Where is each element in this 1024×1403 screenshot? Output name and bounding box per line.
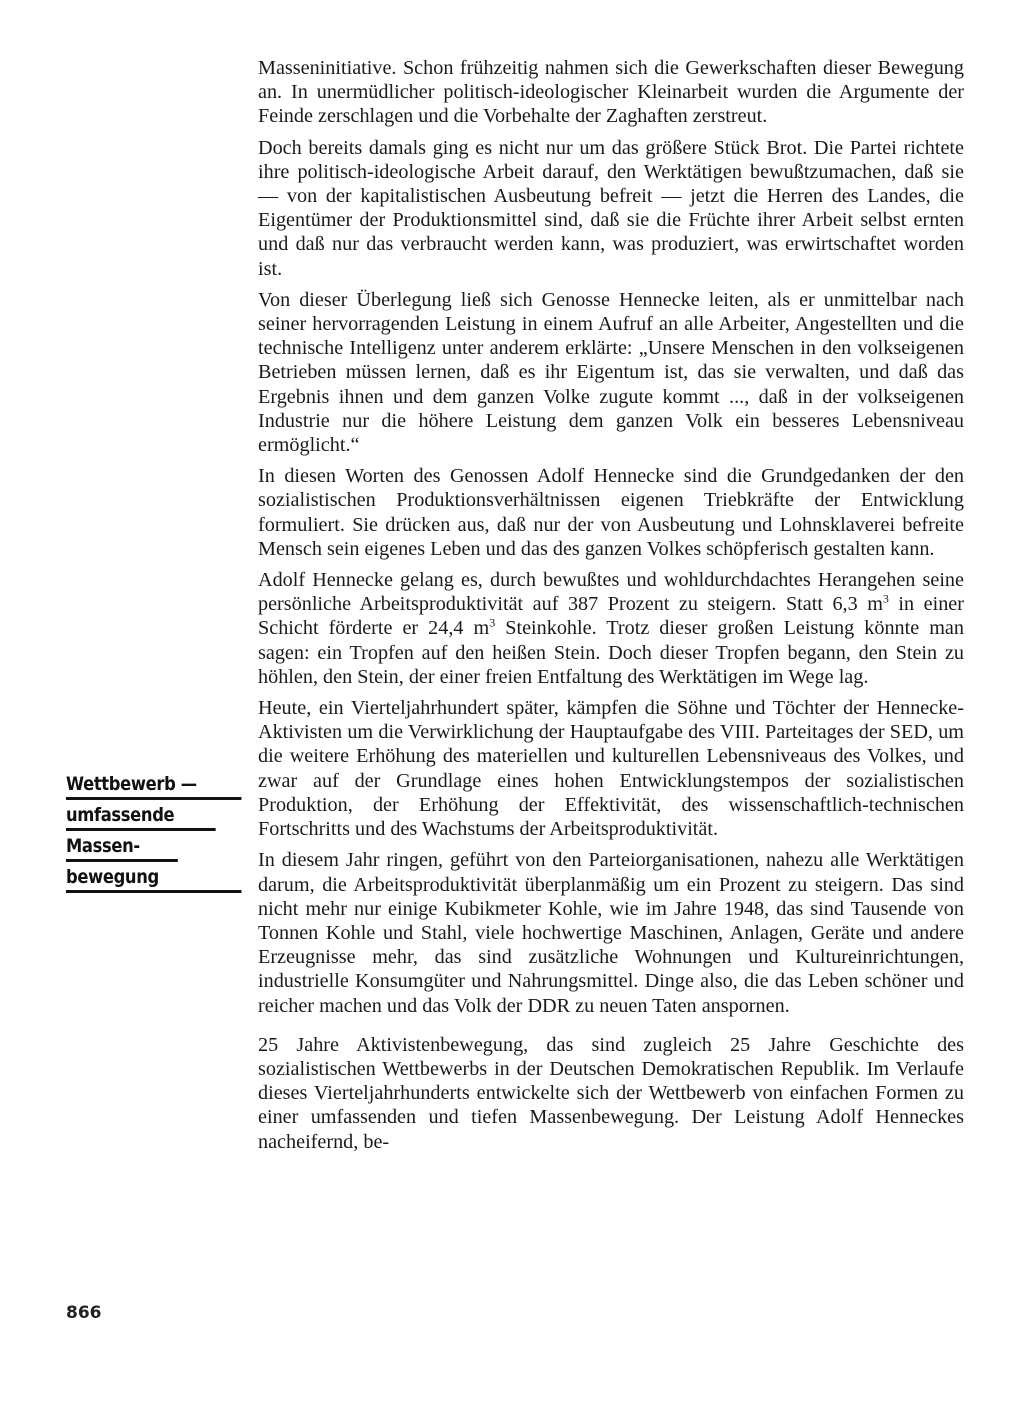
paragraph-hennecke-quote: Von dieser Überlegung ließ sich Genosse Hennecke leiten, als er unmittelbar nach seiner hervorragenden Leistung in einem Aufruf an alle Arbeiter, Angestellten und die technische Intelligenz unter anderem erklärte: „Unsere Menschen in den volkseigenen Betrieben müssen lernen, daß es ihr Eigentum ist, das sie verwalten, und daß das Ergebnis ihnen und dem ganzen Volke zugute kommt ..., daß in der volkseigenen Industrie nur die höhere Leistung dem ganzen Volk ein besseres Lebensniveau ermöglicht.“ <box>258 288 964 457</box>
margin-heading-line: umfassende <box>66 804 216 831</box>
margin-heading-line: Massen- <box>66 835 178 862</box>
text-fragment: in einer Schicht förderte er 24,4 m <box>258 593 964 640</box>
text-fragment: Steinkohle. Trotz dieser großen Leistung könnte man sagen: ein Tropfen auf den heißen Stein. Doch dieser Tropfen begann, den Stein zu höhlen, den Stein, der einer freien Entfaltung des Werktätigen im Wege lag. <box>258 617 964 688</box>
paragraph-masseninitiative: Masseninitiative. Schon frühzeitig nahmen sich die Gewerkschaften dieser Bewegung an. In unermüdlicher politisch-ideologischer Kleinarbeit wurden die Argumente der Feinde zerschlagen und die Vorbehalte der Zaghaften zerstreut. <box>258 57 964 128</box>
paragraph-heute: Heute, ein Vierteljahrhundert später, kämpfen die Söhne und Töchter der Hennecke-Aktivisten um die Verwirklichung der Hauptaufgabe des VIII. Parteitages der SED, um die weitere Erhöhung des materiellen und kulturellen Lebensniveaus des Volkes, und zwar auf der Grundlage eines hohen Entwicklungstempos der sozialistischen Produktion, der Erhöhung der Effektivität, des wissenschaftlich-technischen Fortschritts und des Wachstums der Arbeitsproduktivität. <box>258 697 964 841</box>
margin-heading <box>66 773 242 897</box>
paragraph-grundgedanken: In diesen Worten des Genossen Adolf Hennecke sind die Grundgedanken der den sozialistischen Produktionsverhältnissen eigenen Triebkräfte der Entwicklung formuliert. Sie drücken aus, daß nur der von Ausbeutung und Lohnsklaverei befreite Mensch sein eigenes Leben und das des ganzen Volkes schöpferisch gestalten kann. <box>258 465 964 560</box>
paragraph-in-diesem-jahr: In diesem Jahr ringen, geführt von den Parteiorganisationen, nahezu alle Werktätigen darum, die Arbeitsproduktivität überplanmäßig um ein Prozent zu steigern. Das sind nicht mehr nur einige Kubikmeter Kohle, wie im Jahre 1948, das sind Tausende von Tonnen Kohle und Stahl, viele hochwertige Maschinen, Anlagen, Geräte und andere Erzeugnisse mehr, das sind zusätzliche Wohnungen und Kultureinrichtungen, industrielle Konsumgüter und Nahrungsmittel. Dinge also, die das Leben schöner und reicher machen und das Volk der DDR zu neuen Taten anspornen. <box>258 849 964 1017</box>
main-text-column <box>258 56 964 1161</box>
page-number: 866 <box>66 1303 102 1323</box>
margin-heading-line: bewegung <box>66 866 241 893</box>
superscript: 3 <box>882 591 889 606</box>
margin-heading-line: Wettbewerb — <box>66 773 241 800</box>
text-fragment: Adolf Hennecke gelang es, durch bewußtes und wohldurchdachtes Herangehen seine persönliche Arbeitsproduktivität auf 387 Prozent zu steigern. Statt 6,3 m <box>258 569 964 616</box>
paragraph-arbeitsproduktivitaet <box>258 568 964 689</box>
paragraph-stueck-brot: Doch bereits damals ging es nicht nur um das größere Stück Brot. Die Partei richtete ihre politisch-ideologische Arbeit darauf, den Werktätigen bewußtzumachen, daß sie — von der kapitalistischen Ausbeutung befreit — jetzt die Herren des Landes, die Eigentümer der Produktionsmittel sind, daß sie die Früchte ihrer Arbeit selbst ernten und daß nur das verbraucht werden kann, was produziert, was erwirtschaftet worden ist. <box>258 136 964 280</box>
paragraph-25-jahre: 25 Jahre Aktivistenbewegung, das sind zugleich 25 Jahre Geschichte des sozialistischen Wettbewerbs in der Deutschen Demokratischen Republik. Im Verlaufe dieses Vierteljahrhunderts entwickelte sich der Wettbewerb von einfachen Formen zu einer umfassenden und tiefen Massenbewegung. Der Leistung Adolf Henneckes nacheifernd, be- <box>258 1033 964 1153</box>
superscript: 3 <box>489 615 496 630</box>
